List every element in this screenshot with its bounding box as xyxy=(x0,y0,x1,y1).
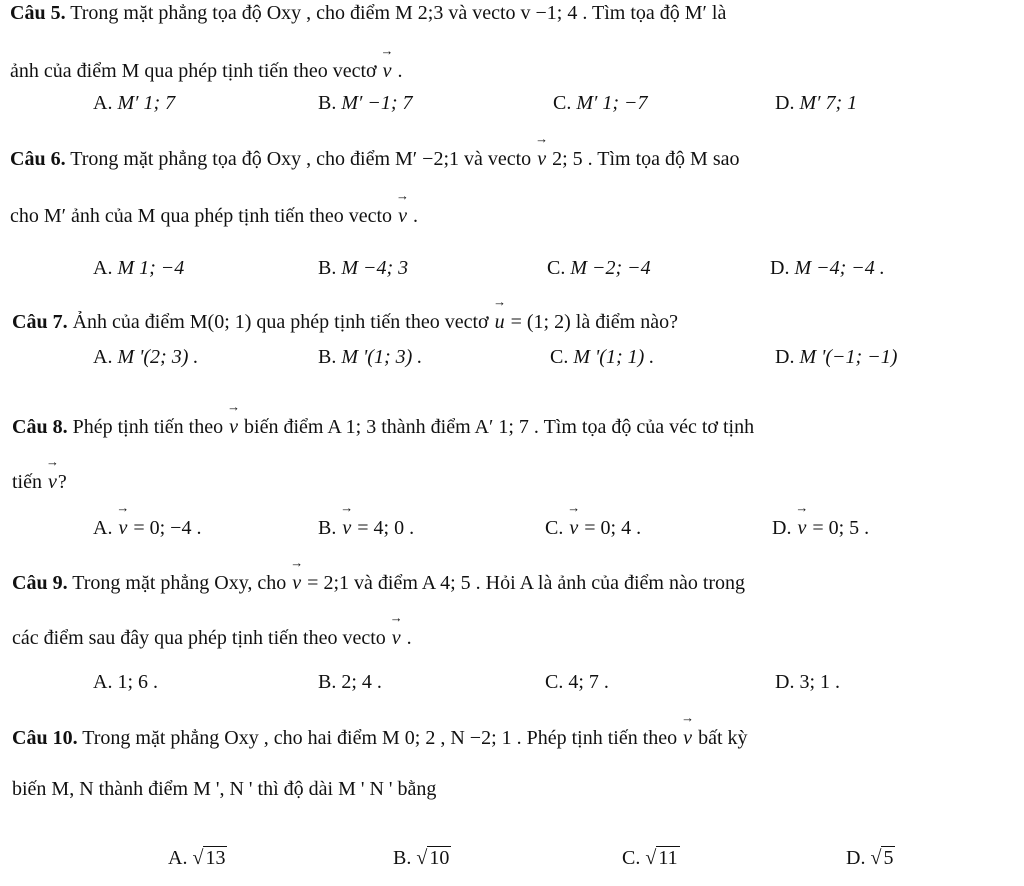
q9-option-d xyxy=(775,671,840,694)
q6-option-b xyxy=(318,257,408,280)
option-letter: A. xyxy=(93,92,113,114)
option-text: M '(2; 3) . xyxy=(117,346,199,368)
question-label: Câu 8. xyxy=(12,416,68,438)
option-text: M '(1; 1) . xyxy=(573,346,655,368)
q7-option-a xyxy=(93,346,198,369)
q7-option-c xyxy=(550,346,654,369)
option-letter: D. xyxy=(775,92,795,114)
option-text: = 4; 0 . xyxy=(352,517,415,539)
question-text: các điểm sau đây qua phép tịnh tiến theo vecto xyxy=(12,627,391,649)
sqrt-sign: √ xyxy=(645,847,657,869)
question-5-line-1 xyxy=(10,2,1024,44)
question-label: Câu 5. xyxy=(10,2,66,24)
option-letter: B. xyxy=(318,257,337,279)
option-letter: C. xyxy=(547,257,566,279)
option-letter: B. xyxy=(318,671,337,693)
option-letter: B. xyxy=(318,346,337,368)
q7-option-d xyxy=(775,346,897,369)
radicand: 11 xyxy=(658,847,678,869)
question-text: 2; 5 . Tìm tọa độ M sao xyxy=(547,148,740,170)
option-letter: B. xyxy=(318,92,337,114)
question-text: Trong mặt phẳng tọa độ Oxy , cho điểm M′ −2;1 và vecto xyxy=(65,148,537,170)
option-letter: C. xyxy=(553,92,572,114)
question-text: . xyxy=(407,205,418,227)
question-6-line-2 xyxy=(10,205,1024,247)
sqrt-expression xyxy=(192,846,227,870)
radicand: 10 xyxy=(429,847,450,869)
option-letter: C. xyxy=(545,517,564,539)
q7-option-b xyxy=(318,346,422,369)
option-letter: C. xyxy=(622,847,641,869)
question-text: = (1; 2) là điểm nào? xyxy=(505,311,678,333)
vector-v: → v xyxy=(568,517,579,540)
question-8-line-2 xyxy=(12,471,1024,513)
option-text: M −2; −4 xyxy=(570,257,651,279)
q10-option-b xyxy=(393,846,451,870)
question-6-line-1 xyxy=(10,148,1024,190)
vector-v: → v xyxy=(117,517,128,540)
option-text: M 1; −4 xyxy=(117,257,185,279)
question-text: . xyxy=(392,60,403,82)
vector-v: → v xyxy=(382,60,393,83)
sqrt-sign: √ xyxy=(416,847,428,869)
option-text: 3; 1 . xyxy=(799,671,841,693)
question-text: Ảnh của điểm M(0; 1) qua phép tịnh tiến theo vectơ xyxy=(67,311,494,333)
question-text: ảnh của điểm M qua phép tịnh tiến theo vectơ xyxy=(10,60,382,82)
option-text: = 0; −4 . xyxy=(128,517,202,539)
sqrt-expression xyxy=(870,846,895,870)
option-letter: A. xyxy=(93,257,113,279)
vector-v: → v xyxy=(682,727,693,750)
option-letter: C. xyxy=(550,346,569,368)
option-letter: A. xyxy=(93,517,113,539)
question-text: cho M′ ảnh của M qua phép tịnh tiến theo vecto xyxy=(10,205,398,227)
question-label: Câu 9. xyxy=(12,572,68,594)
question-text: tiến xyxy=(12,471,47,493)
vector-v: → v xyxy=(47,471,58,494)
option-text: = 0; 5 . xyxy=(807,517,870,539)
option-text: M −4; 3 xyxy=(341,257,409,279)
option-text: 2; 4 . xyxy=(341,671,382,693)
question-9-line-2 xyxy=(12,627,1024,669)
option-text: = 0; 4 . xyxy=(579,517,642,539)
vector-v: → v xyxy=(291,572,302,595)
vector-v: → v xyxy=(397,205,408,228)
option-letter: D. xyxy=(846,847,866,869)
vector-v: → v xyxy=(228,416,239,439)
q5-option-c xyxy=(553,92,648,115)
sqrt-expression xyxy=(645,846,679,870)
q10-option-d xyxy=(846,846,895,870)
q10-option-a xyxy=(168,846,227,870)
option-letter: B. xyxy=(393,847,412,869)
sqrt-sign: √ xyxy=(192,847,204,869)
option-text: M′ 1; 7 xyxy=(117,92,176,114)
sqrt-sign: √ xyxy=(870,847,882,869)
question-label: Câu 10. xyxy=(12,727,78,749)
q9-option-b xyxy=(318,671,382,694)
option-letter: B. xyxy=(318,517,337,539)
q8-option-b xyxy=(318,517,414,540)
q9-option-c xyxy=(545,671,609,694)
option-text: M′ −1; 7 xyxy=(341,92,413,114)
question-text: ? xyxy=(57,471,67,493)
vector-v: → v xyxy=(341,517,352,540)
option-text: 4; 7 . xyxy=(568,671,609,693)
q6-option-d xyxy=(770,257,885,280)
q6-option-a xyxy=(93,257,184,280)
option-text: M '(1; 3) . xyxy=(341,346,423,368)
question-text: biến M, N thành điểm M ', N ' thì độ dài M ' N ' bằng xyxy=(12,778,437,800)
q8-option-a xyxy=(93,517,201,540)
question-text: biến điểm A 1; 3 thành điểm A′ 1; 7 . Tìm tọa độ của véc tơ tịnh xyxy=(239,416,755,438)
option-text: 1; 6 . xyxy=(117,671,159,693)
radicand: 5 xyxy=(883,847,894,869)
question-9-line-1 xyxy=(12,572,1024,614)
option-text: M′ 1; −7 xyxy=(576,92,648,114)
vector-u: → u xyxy=(494,311,506,334)
question-label: Câu 7. xyxy=(12,311,68,333)
question-8-line-1 xyxy=(12,416,1024,458)
option-text: M '(−1; −1) xyxy=(799,346,898,368)
question-text: Trong mặt phẳng Oxy , cho hai điểm M 0; 2 , N −2; 1 . Phép tịnh tiến theo xyxy=(77,727,683,749)
option-letter: A. xyxy=(93,671,113,693)
option-letter: A. xyxy=(168,847,188,869)
q5-option-b xyxy=(318,92,413,115)
option-text: M′ 7; 1 xyxy=(799,92,858,114)
question-text: bất kỳ xyxy=(693,727,748,749)
radicand: 13 xyxy=(205,847,226,869)
option-letter: D. xyxy=(770,257,790,279)
q10-option-c xyxy=(622,846,680,870)
vector-v: → v xyxy=(536,148,547,171)
question-10-line-2 xyxy=(12,778,1024,820)
vector-v: → v xyxy=(391,627,402,650)
sqrt-expression xyxy=(416,846,451,870)
q8-option-d xyxy=(772,517,869,540)
option-letter: C. xyxy=(545,671,564,693)
question-10-line-1 xyxy=(12,727,1024,769)
question-text: Trong mặt phẳng Oxy, cho xyxy=(67,572,292,594)
option-letter: A. xyxy=(93,346,113,368)
question-label: Câu 6. xyxy=(10,148,66,170)
option-letter: D. xyxy=(775,346,795,368)
q5-option-a xyxy=(93,92,175,115)
question-text: . xyxy=(401,627,412,649)
vector-v: → v xyxy=(796,517,807,540)
q5-option-d xyxy=(775,92,857,115)
q9-option-a xyxy=(93,671,158,694)
option-letter: D. xyxy=(775,671,795,693)
option-letter: D. xyxy=(772,517,792,539)
q8-option-c xyxy=(545,517,641,540)
option-text: M −4; −4 . xyxy=(794,257,885,279)
question-text: Trong mặt phẳng tọa độ Oxy , cho điểm M 2;3 và vecto v −1; 4 . Tìm tọa độ M′ là xyxy=(65,2,727,24)
question-text: = 2;1 và điểm A 4; 5 . Hỏi A là ảnh của điểm nào trong xyxy=(302,572,746,594)
question-text: Phép tịnh tiến theo xyxy=(67,416,229,438)
q6-option-c xyxy=(547,257,651,280)
